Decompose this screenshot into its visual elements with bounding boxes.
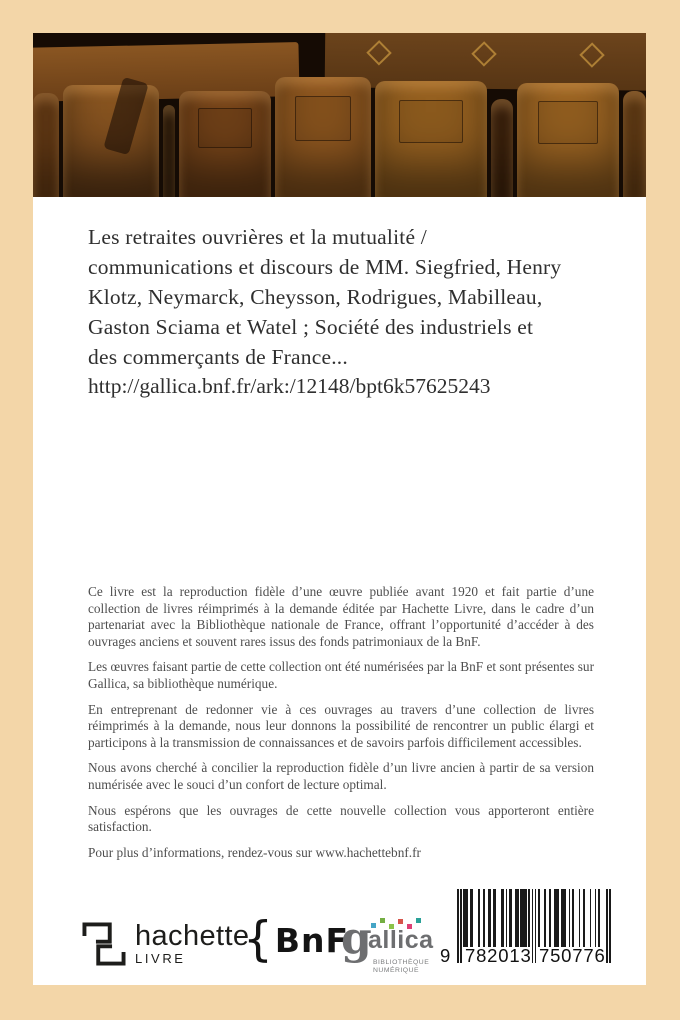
gallica-subtitle-line2: NUMÉRIQUE: [373, 966, 420, 974]
barcode-lead-digit: 9: [440, 945, 451, 966]
book-spine: [179, 91, 271, 197]
description-paragraph: En entreprenant de redonner vie à ces ouvrages au travers d’une collection de livres réimprimés à la demande, nous leur donnons la possibilité de rencontrer un public élargi et participons à la transmission de connaissances et de savoirs parfois difficilement accessibles.: [88, 701, 594, 750]
barcode-left-digits: 782013: [465, 945, 532, 966]
cover-inner-panel: [33, 33, 646, 985]
title-line: Les retraites ouvrières et la mutualité /: [88, 225, 427, 249]
hachette-h-icon: [81, 921, 127, 967]
description-paragraph: Pour plus d’informations, rendez-vous sur www.hachettebnf.fr: [88, 844, 421, 860]
gallica-wordmark: allica: [368, 926, 434, 954]
description-paragraph: Les œuvres faisant partie de cette collection ont été numérisées par la BnF et sont présentes sur Gallica, sa bibliothèque numérique.: [88, 659, 594, 691]
gallica-g-glyph: g: [341, 913, 372, 964]
gallica-subtitle-line1: BIBLIOTHÈQUE: [373, 959, 430, 966]
hachette-livre-label: LIVRE: [135, 951, 186, 966]
hachette-wordmark-block: [135, 920, 250, 966]
title-line: Klotz, Neymarck, Cheysson, Rodrigues, Mabilleau,: [88, 285, 543, 309]
gallica-ark-url: http://gallica.bnf.fr/ark:/12148/bpt6k57625243: [88, 374, 491, 398]
title-line: des commerçants de France...: [88, 345, 348, 369]
spine-label: [538, 101, 597, 144]
book-title: [88, 222, 561, 372]
title-line: Gaston Sciama et Watel ; Société des industriels et: [88, 315, 534, 339]
barcode-right-digits: 750776: [539, 945, 606, 966]
bnf-logo: [243, 912, 350, 967]
publisher-description: [88, 584, 594, 870]
title-line: communications et discours de MM. Siegfried, Henry: [88, 255, 562, 279]
book-spine: [275, 77, 371, 197]
book-spine: [517, 83, 619, 197]
bnf-wordmark: BnF: [274, 920, 350, 960]
book-spine: [63, 85, 159, 197]
hachette-wordmark: hachette: [135, 920, 250, 952]
hachette-livre-logo: [81, 921, 249, 967]
gallica-logo: [341, 913, 451, 993]
old-books-photo: [33, 33, 646, 197]
spine-label: [399, 100, 464, 144]
book-spine: [491, 99, 513, 197]
gallica-subtitle: [373, 959, 429, 974]
isbn-barcode: [440, 889, 611, 984]
gold-diamond-ornament: [471, 41, 496, 66]
book-spine: [163, 105, 175, 197]
description-paragraph: Nous espérons que les ouvrages de cette nouvelle collection vous apporteront entière satisfaction.: [88, 802, 594, 835]
description-paragraph: Ce livre est la reproduction fidèle d’une œuvre publiée avant 1920 et fait partie d’une collection de livres réimprimés à la demande éditée par Hachette Livre, dans le cadre d’un partenariat avec la Bibliothèque nationale de France, offrant l’opportunité d’accéder à des ouvrages anciens et souvent rares issus des fonds patrimoniaux de la BnF.: [88, 584, 594, 649]
description-paragraph: Nous avons cherché à concilier la reproduction fidèle d’un livre ancien à partir de sa version numérisée avec le souci d’un confort de lecture optimal.: [88, 760, 594, 792]
gold-diamond-ornament: [579, 42, 604, 67]
leather-strap: [103, 77, 148, 155]
book-spine: [623, 91, 646, 197]
spine-label: [295, 96, 351, 141]
book-spine: [33, 93, 59, 197]
spine-label: [198, 108, 252, 148]
gold-diamond-ornament: [366, 40, 391, 65]
book-spine: [375, 81, 487, 197]
bnf-brace-icon: {: [243, 912, 273, 967]
